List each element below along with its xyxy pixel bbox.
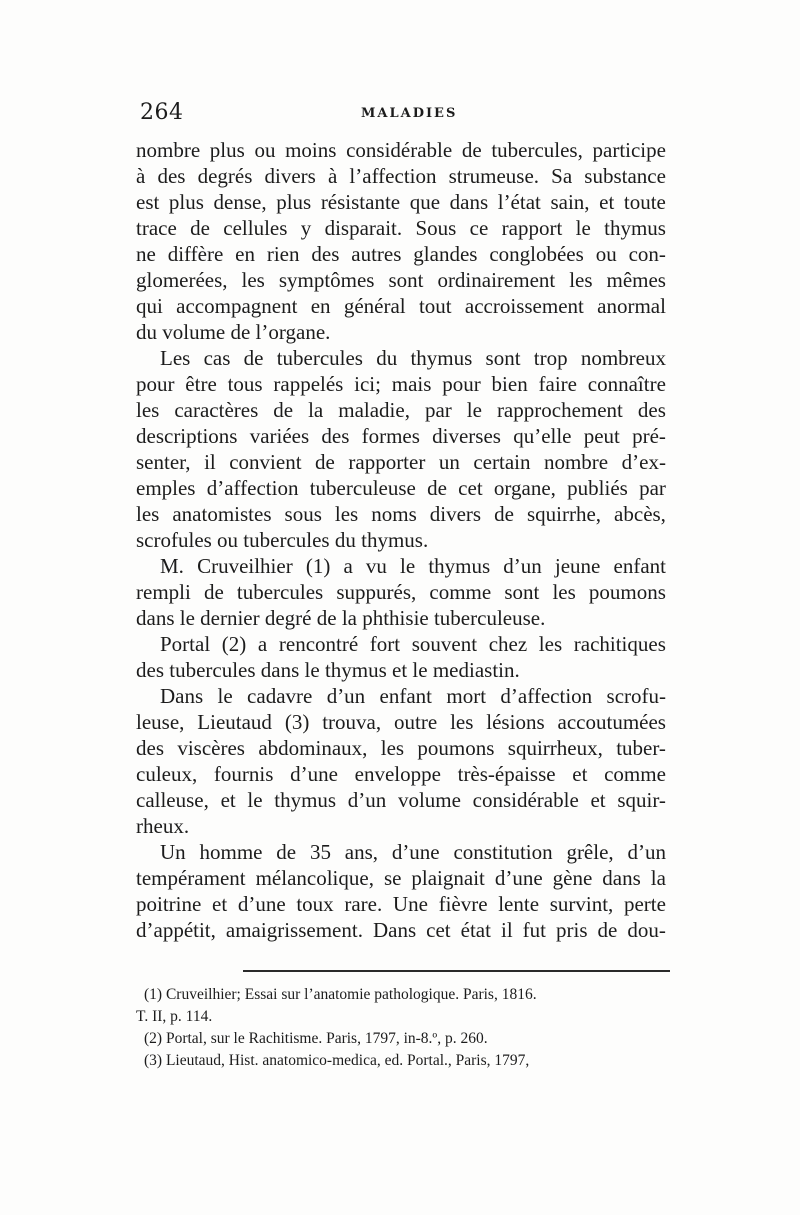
footnote-line: (1) Cruveilhier; Essai sur l’anatomie pathologique. Paris, 1816.	[144, 986, 537, 1003]
body-line: des tubercules dans le thymus et le mediastin.	[136, 658, 520, 682]
body-line: Les cas de tubercules du thymus sont trop nombreux	[160, 346, 666, 370]
footnote-line: (3) Lieutaud, Hist. anatomico-medica, ed. Portal., Paris, 1797,	[144, 1052, 530, 1069]
body-line: Dans le cadavre d’un enfant mort d’affection scrofu-	[160, 684, 666, 708]
body-line: rempli de tubercules suppurés, comme sont les poumons	[136, 580, 666, 604]
body-line: calleuse, et le thymus d’un volume considérable et squir-	[136, 788, 666, 812]
page-number: 264	[140, 100, 184, 125]
body-line: poitrine et d’une toux rare. Une fièvre lente survint, perte	[136, 892, 666, 916]
body-line: scrofules ou tubercules du thymus.	[136, 528, 429, 552]
body-line: Portal (2) a rencontré fort souvent chez les rachitiques	[160, 632, 666, 656]
body-line: les anatomistes sous les noms divers de squirrhe, abcès,	[136, 502, 666, 526]
body-line: emples d’affection tuberculeuse de cet organe, publiés par	[136, 476, 666, 500]
body-line: rheux.	[136, 814, 190, 838]
body-line: M. Cruveilhier (1) a vu le thymus d’un jeune enfant	[160, 554, 666, 578]
body-line: les caractères de la maladie, par le rapprochement des	[136, 398, 666, 422]
body-line: ne diffère en rien des autres glandes conglobées ou con-	[136, 242, 666, 266]
body-line: senter, il convient de rapporter un certain nombre d’ex-	[136, 450, 666, 474]
body-line: nombre plus ou moins considérable de tubercules, participe	[136, 138, 666, 162]
page-header	[136, 100, 664, 130]
body-line: Un homme de 35 ans, d’une constitution grêle, d’un	[160, 840, 666, 864]
body-line: glomerées, les symptômes sont ordinairement les mêmes	[136, 268, 666, 292]
footnote-line: (2) Portal, sur le Rachitisme. Paris, 1797, in-8.º, p. 260.	[144, 1030, 488, 1047]
footnote-line: T. II, p. 114.	[136, 1008, 213, 1025]
body-line: trace de cellules y disparait. Sous ce rapport le thymus	[136, 216, 666, 240]
body-line: du volume de l’organe.	[136, 320, 331, 344]
footnotes	[136, 984, 666, 1072]
body-line: à des degrés divers à l’affection strumeuse. Sa substance	[136, 164, 666, 188]
body-line: pour être tous rappelés ici; mais pour bien faire connaître	[136, 372, 666, 396]
body-line: des viscères abdominaux, les poumons squirrheux, tuber-	[136, 736, 666, 760]
body-line: dans le dernier degré de la phthisie tuberculeuse.	[136, 606, 546, 630]
body-line: qui accompagnent en général tout accroissement anormal	[136, 294, 666, 318]
footnote-rule	[243, 970, 670, 972]
body-line: est plus dense, plus résistante que dans l’état sain, et toute	[136, 190, 666, 214]
body-line: d’appétit, amaigrissement. Dans cet état il fut pris de dou-	[136, 918, 666, 942]
body-line: tempérament mélancolique, se plaignait d’une gène dans la	[136, 866, 666, 890]
body-text	[136, 137, 666, 943]
body-line: leuse, Lieutaud (3) trouva, outre les lésions accoutumées	[136, 710, 666, 734]
body-line: descriptions variées des formes diverses qu’elle peut pré-	[136, 424, 666, 448]
body-line: culeux, fournis d’une enveloppe très-épaisse et comme	[136, 762, 666, 786]
running-head: MALADIES	[361, 106, 458, 121]
